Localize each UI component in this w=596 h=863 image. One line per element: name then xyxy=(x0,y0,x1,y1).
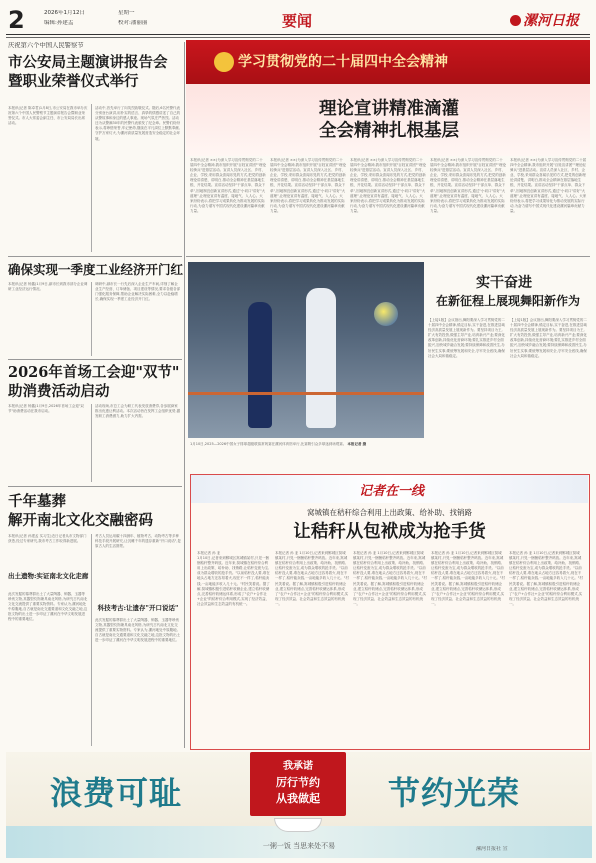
pledge-seal xyxy=(250,752,346,816)
ad-right-slogan: 节约光荣 xyxy=(388,774,521,812)
ad-left-slogan: 浪费可耻 xyxy=(50,774,183,812)
section-title: 要闻 xyxy=(282,12,313,30)
straw-body-4: 本报记者 孙 亚 1月10日,记者来到郾城区窝城镇某村,只见一捆捆秸秆整齐码放。近年来,窝城镇在秸秆综合利用上出政策、给补助、找销路,让秸秆变废为宝,成为群众增收的抢手货。"以前秸秆没人要,堆在地头占地方还容易着火,现在不一样了,秸秆能卖钱,一亩地能多收入几十元。"村民笑着说。据了解,窝城镇积极引进秸秆收储企业,建立秸秆收储点,完善秸秆收储运体系,形成了"农户+合作社+企业"的秸秆综合利用模式,实现了经济效益、社会效益和生态效益的有机统一。 xyxy=(431,551,505,606)
headline-union: 2026年首场工会迎"双节" 助消费活动启动 xyxy=(8,364,180,400)
headline-block xyxy=(186,84,590,156)
wuyang-body-1: 【上接1版】会议指出,舞阳要深入学习贯彻党的二十届四中全会精神,锚定目标,实干奋进,在推进县域经济高质量发展上展现新作为。要坚持项目为王,扩大有效投资,做强主导产业,培育新兴产业;要深化改革创新,持续优化营商环境;要扎实推进乡村全面振兴,加快城乡融合发展;要持续保障和改善民生,办好民生实事;要统筹发展和安全,守牢安全底线,确保社会大局和谐稳定。 xyxy=(428,318,505,358)
player-figure-2 xyxy=(248,302,272,428)
straw-body-5: 本报记者 孙 亚 1月10日,记者来到郾城区窝城镇某村,只见一捆捆秸秆整齐码放。近年来,窝城镇在秸秆综合利用上出政策、给补助、找销路,让秸秆变废为宝,成为群众增收的抢手货。"以前秸秆没人要,堆在地头占地方还容易着火,现在不一样了,秸秆能卖钱,一亩地能多收入几十元。"村民笑着说。据了解,窝城镇积极引进秸秆收储企业,建立秸秆收储点,完善秸秆收储运体系,形成了"农户+合作社+企业"的秸秆综合利用模式,实现了经济效益、社会效益和生态效益的有机统一。 xyxy=(509,551,583,606)
tomb-subhead-science: 科技考古:让遗存"开口说话" xyxy=(97,604,179,612)
study-banner xyxy=(186,40,590,84)
issue-date: 2026年1月12日 xyxy=(44,10,85,16)
theory-body-4: 本报讯(记者 ××)为深入学习宣传贯彻党的二十届四中全会精神,我市组织开展"百姓宣讲团""理论轻骑兵"进基层活动。宣讲人员深入社区、乡村、企业、学校,采用群众喜闻乐见的方式,把党的创新理论讲清楚、讲明白,推动全会精神在基层落地生根、开花结果。宣讲活动坚持"干部点单、群众下单",因地制宜创新宣讲形式,通过"小切口"讲好"大道理",让理论宣讲有温度、接地气、入人心。大家纷纷表示,将把学习成果转化为推动发展的实际行动,为奋力谱写中国式现代化建设漯河篇章贡献力量。 xyxy=(430,158,506,213)
police-byline: 本报讯(记者 陈卓君)1月8日,市公安局在我市举办庆祝第六个中国人民警察节主题演讲报告会暨职业荣誉仪式。市人大常委会副主任、市公安局局长出席活动。 xyxy=(8,106,88,126)
player-figure xyxy=(306,288,336,428)
volleyball-photo xyxy=(188,262,424,438)
frontline-kicker: 记者在一线 xyxy=(359,484,425,499)
editor-credit: 编辑:孙建孟 xyxy=(44,20,74,26)
headline-wuyang-a: 实干奋进 xyxy=(476,275,532,291)
ad-footer-slogan: 一粥一饭 当思来处不易 xyxy=(262,842,336,850)
net xyxy=(188,392,424,395)
tomb-body: 此次发掘的墓葬群出土了大量陶器、铜器、玉器等珍贵文物,其器型纹饰兼具南北风格,为研究古代南北文化交流提供了重要实物资料。专家认为,漯河地处中原腹地,自古就是南北交通要道和文化交融之地,这批文物的出土进一步印证了漯河在中华文明发展进程中的重要地位。 xyxy=(8,592,88,622)
seal-line-1: 厉行节约 xyxy=(276,776,320,789)
wuyang-body-2: 【上接1版】会议指出,舞阳要深入学习贯彻党的二十届四中全会精神,锚定目标,实干奋进,在推进县域经济高质量发展上展现新作为。要坚持项目为王,扩大有效投资,做强主导产业,培育新兴产业;要深化改革创新,持续优化营商环境;要扎实推进乡村全面振兴,加快城乡融合发展;要持续保障和改善民生,办好民生实事;要统筹发展和安全,守牢安全底线,确保社会大局和谐稳定。 xyxy=(510,318,587,358)
theory-body-3: 本报讯(记者 ××)为深入学习宣传贯彻党的二十届四中全会精神,我市组织开展"百姓宣讲团""理论轻骑兵"进基层活动。宣讲人员深入社区、乡村、企业、学校,采用群众喜闻乐见的方式,把党的创新理论讲清楚、讲明白,推动全会精神在基层落地生根、开花结果。宣讲活动坚持"干部点单、群众下单",因地制宜创新宣讲形式,通过"小切口"讲好"大道理",让理论宣讲有温度、接地气、入人心。大家纷纷表示,将把学习成果转化为推动发展的实际行动,为奋力谱写中国式现代化建设漯河篇章贡献力量。 xyxy=(350,158,426,213)
tomb-body-2: 考古人员运用碳十四测年、植物考古、动物考古等多种科技手段开展研究,让沉睡千年的遗存重新"开口说话",复原古人的生活图景。 xyxy=(95,534,181,549)
banner-title: 学习贯彻党的二十届四中全会精神 xyxy=(238,54,448,70)
page-number: 2 xyxy=(8,6,25,34)
industry-byline: 本报讯(记者 杨鑫)1月9日,副市长到我市部分企业调研工业经济运行情况。 xyxy=(8,282,88,292)
photo-caption: 1月10日,2025—2026中国女子排球超级联赛常规赛在漯河体育馆举行,比赛吸引众多球迷到场观赛。 本报记者 摄 xyxy=(190,442,367,446)
police-body: 活动中,首先举行了向英烈致敬仪式。随后,6名民警代表分别登台演讲,用朴实的语言、真挚的情感讲述了自己的从警故事和身边的感人事迹。现场气氛庄严热烈。活动还为从警满30年的民警代表颁发了纪念章。民警们纷纷表示,将珍惜荣誉,牢记使命,继续在平凡岗位上默默奉献,守护万家灯火,为漯河高质量发展营造安全稳定的社会环境。 xyxy=(95,106,181,141)
theory-body-5: 本报讯(记者 ××)为深入学习宣传贯彻党的二十届四中全会精神,我市组织开展"百姓宣讲团""理论轻骑兵"进基层活动。宣讲人员深入社区、乡村、企业、学校,采用群众喜闻乐见的方式,把党的创新理论讲清楚、讲明白,推动全会精神在基层落地生根、开花结果。宣讲活动坚持"干部点单、群众下单",因地制宜创新宣讲形式,通过"小切口"讲好"大道理",让理论宣讲有温度、接地气、入人心。大家纷纷表示,将把学习成果转化为推动发展的实际行动,为奋力谱写中国式现代化建设漯河篇章贡献力量。 xyxy=(510,158,587,213)
masthead-logo: 漯河日报 xyxy=(510,10,579,30)
photo-caption-credit: 本报记者 摄 xyxy=(347,442,367,446)
theory-body-2: 本报讯(记者 ××)为深入学习宣传贯彻党的二十届四中全会精神,我市组织开展"百姓宣讲团""理论轻骑兵"进基层活动。宣讲人员深入社区、乡村、企业、学校,采用群众喜闻乐见的方式,把党的创新理论讲清楚、讲明白,推动全会精神在基层落地生根、开花结果。宣讲活动坚持"干部点单、群众下单",因地制宜创新宣讲形式,通过"小切口"讲好"大道理",让理论宣讲有温度、接地气、入人心。大家纷纷表示,将把学习成果转化为推动发展的实际行动,为奋力谱写中国式现代化建设漯河篇章贡献力量。 xyxy=(270,158,346,213)
logo-emblem-icon xyxy=(510,15,521,26)
union-body: 活动现场,市总工会为职工代表发放消费券,各参展商家推出优惠让利活动。本次活动旨在发挥工会组织优势,激发职工消费潜力,助力扩大内需。 xyxy=(95,404,181,419)
seal-top: 我承诺 xyxy=(283,761,313,772)
thrift-ad xyxy=(6,752,592,858)
volleyball-icon xyxy=(374,302,398,326)
frontline-box xyxy=(190,474,590,750)
rice-bowl-icon xyxy=(274,818,322,832)
theory-body-1: 本报讯(记者 ××)为深入学习宣传贯彻党的二十届四中全会精神,我市组织开展"百姓宣讲团""理论轻骑兵"进基层活动。宣讲人员深入社区、乡村、企业、学校,采用群众喜闻乐见的方式,把党的创新理论讲清楚、讲明白,推动全会精神在基层落地生根、开花结果。宣讲活动坚持"干部点单、群众下单",因地制宜创新宣讲形式,通过"小切口"讲好"大道理",让理论宣讲有温度、接地气、入人心。大家纷纷表示,将把学习成果转化为推动发展的实际行动,为奋力谱写中国式现代化建设漯河篇章贡献力量。 xyxy=(190,158,266,213)
header-rule xyxy=(6,34,590,35)
headline-tomb: 千年墓葬 解开南北文化交融密码 xyxy=(8,493,153,529)
seal-line-2: 从我做起 xyxy=(276,792,320,805)
proof-credit: 校对:潘丽丽 xyxy=(118,20,148,26)
frontline-band xyxy=(191,475,588,503)
straw-body-2: 本报记者 孙 亚 1月10日,记者来到郾城区窝城镇某村,只见一捆捆秸秆整齐码放。近年来,窝城镇在秸秆综合利用上出政策、给补助、找销路,让秸秆变废为宝,成为群众增收的抢手货。"以前秸秆没人要,堆在地头占地方还容易着火,现在不一样了,秸秆能卖钱,一亩地能多收入几十元。"村民笑着说。据了解,窝城镇积极引进秸秆收储企业,建立秸秆收储点,完善秸秆收储运体系,形成了"农户+合作社+企业"的秸秆综合利用模式,实现了经济效益、社会效益和生态效益的有机统一。 xyxy=(275,551,349,606)
tomb-byline: 本报讯(记者 孙建孟 实习生)近日记者从市文物部门获悉,经过专家研究,我市考古工作取得新进展。 xyxy=(8,534,87,544)
straw-subhead: 窝城镇在秸秆综合利用上出政策、给补助、找销路 xyxy=(307,508,472,517)
headline-theory: 理论宣讲精准滴灌 全会精神扎根基层 xyxy=(319,99,459,141)
industry-body: 调研中,副市长一行先后深入企业生产车间,详细了解企业生产经营、订单储备、项目建设等情况,要求各级各部门强化服务保障,帮助企业解决实际困难,全力以赴稳增长,确保实现一季度工业经济开门红。 xyxy=(95,282,181,302)
kicker-police: 庆祝第六个中国人民警察节 xyxy=(8,42,84,49)
weekday: 星期一 xyxy=(118,10,135,16)
headline-industry: 确保实现一季度工业经济开门红 xyxy=(8,262,184,277)
headline-police: 市公安局主题演讲报告会 暨职业荣誉仪式举行 xyxy=(8,54,168,90)
left-column xyxy=(8,42,182,91)
tomb-subhead-relics: 出土遗物:实证南北文化走廊 xyxy=(8,572,89,580)
union-byline: 本报讯(记者 杨鑫)1月9日,2026年首场工会迎"双节"助消费活动在我市启动。 xyxy=(8,404,84,414)
party-emblem-icon xyxy=(214,52,234,72)
straw-body-1: 本报记者 孙 亚 1月10日,记者来到郾城区窝城镇某村,只见一捆捆秸秆整齐码放。近年来,窝城镇在秸秆综合利用上出政策、给补助、找销路,让秸秆变废为宝,成为群众增收的抢手货。"以前秸秆没人要,堆在地头占地方还容易着火,现在不一样了,秸秆能卖钱,一亩地能多收入几十元。"村民笑着说。据了解,窝城镇积极引进秸秆收储企业,建立秸秆收储点,完善秸秆收储运体系,形成了"农户+合作社+企业"的秸秆综合利用模式,实现了经济效益、社会效益和生态效益的有机统一。 xyxy=(197,551,270,606)
headline-straw: 让秸秆从包袱成为抢手货 xyxy=(293,522,486,542)
headline-wuyang-b: 在新征程上展现舞阳新作为 xyxy=(435,294,580,308)
straw-body-3: 本报记者 孙 亚 1月10日,记者来到郾城区窝城镇某村,只见一捆捆秸秆整齐码放。近年来,窝城镇在秸秆综合利用上出政策、给补助、找销路,让秸秆变废为宝,成为群众增收的抢手货。"以前秸秆没人要,堆在地头占地方还容易着火,现在不一样了,秸秆能卖钱,一亩地能多收入几十元。"村民笑着说。据了解,窝城镇积极引进秸秆收储企业,建立秸秆收储点,完善秸秆收储运体系,形成了"农户+合作社+企业"的秸秆综合利用模式,实现了经济效益、社会效益和生态效益的有机统一。 xyxy=(353,551,427,606)
ad-credit: 漯河日报社 宣 xyxy=(476,846,508,852)
tomb-body-3: 此次发掘的墓葬群出土了大量陶器、铜器、玉器等珍贵文物,其器型纹饰兼具南北风格,为研究古代南北文化交流提供了重要实物资料。专家认为,漯河地处中原腹地,自古就是南北交通要道和文化交融之地,这批文物的出土进一步印证了漯河在中华文明发展进程中的重要地位。 xyxy=(95,618,181,643)
